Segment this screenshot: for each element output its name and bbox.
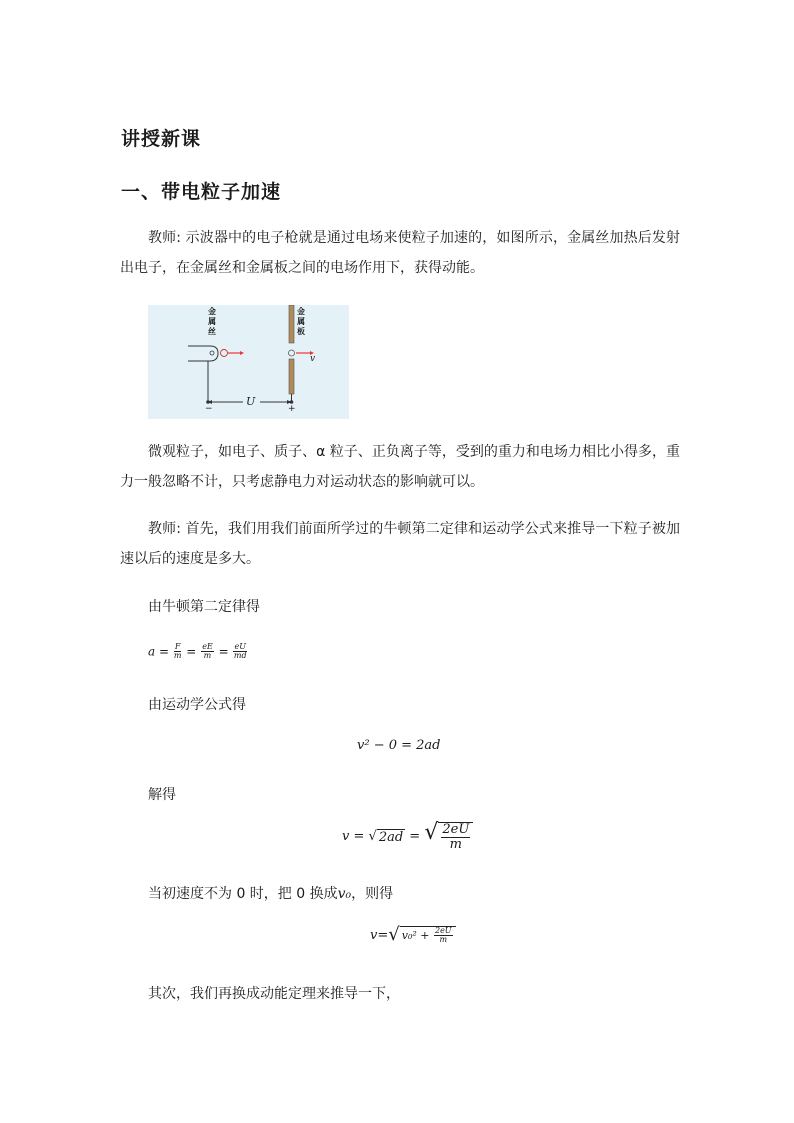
line-initial-b: ，则得 [351, 886, 394, 902]
eq3-sqrt-2ad [369, 829, 406, 845]
eq4-sqrt [388, 926, 455, 945]
eq1-md: md [233, 651, 247, 661]
eq1-a: a [148, 644, 156, 659]
line-solve: 解得 [148, 787, 176, 803]
plus-terminal: + [288, 404, 296, 414]
eq1-eU: eU [234, 642, 246, 651]
sqrt-symbol-eq4: √ [388, 924, 400, 945]
sqrt-symbol-large: √ [424, 820, 439, 845]
equation-velocity [342, 822, 473, 851]
section-title: 一、带电粒子加速 [121, 181, 282, 203]
eq1-frac-eU-md [233, 643, 246, 661]
paragraph-microparticles: 微观粒子，如电子、质子、α 粒子、正负离子等，受到的重力和电场力相比小得多，重力一般忽略不计，只考虑静电力对运动状态的影响就可以。 [120, 444, 680, 490]
voltage-label: U [246, 395, 256, 408]
eq1-eq: = [158, 644, 170, 659]
velocity-label: v [310, 354, 316, 364]
equation-velocity-initial [370, 926, 456, 945]
eq4-v0sq: v₀² + [401, 929, 433, 943]
plate-label: 金属板 [297, 307, 305, 336]
eq1-F: F [174, 642, 181, 651]
sqrt-symbol: √ [368, 828, 377, 844]
line-initial-velocity [148, 883, 393, 903]
eq4-lhs: v= [370, 927, 389, 943]
eq1-frac-F-m [174, 643, 182, 661]
line-initial-a: 当初速度不为 0 时，把 0 换成 [148, 886, 338, 902]
page-heading: 讲授新课 [121, 128, 202, 150]
eq1-eq3: = [218, 644, 229, 659]
eq3-num: 2eU [442, 822, 470, 837]
paragraph-intro: 教师: 示波器中的电子枪就是通过电场来使粒子加速的，如图所示，金属丝加热后发射出电子，在金属丝和金属板之间的电场作用下，获得动能。 [120, 230, 680, 276]
eq4-body [400, 926, 456, 945]
electron-gun-figure [148, 305, 349, 419]
eq3-frac [441, 823, 470, 851]
eq4-num: 2eU [434, 926, 452, 935]
wire-label: 金属丝 [208, 307, 216, 336]
line-next: 其次，我们再换成动能定理来推导一下， [148, 986, 400, 1002]
eq1-frac-eE-m [201, 643, 214, 661]
v0-symbol: v₀ [337, 886, 352, 902]
eq3-frac-body [438, 822, 473, 851]
eq3-den: m [449, 836, 462, 852]
line-newton: 由牛顿第二定律得 [148, 599, 260, 615]
eq1-eE: eE [202, 642, 213, 651]
eq4-frac [434, 927, 453, 945]
eq3-lhs: v = [342, 829, 369, 845]
equation-kinematic: v² − 0 = 2ad [357, 738, 441, 753]
eq3-eq: = [405, 829, 425, 845]
eq1-m1: m [173, 651, 182, 661]
equation-acceleration [148, 643, 248, 661]
eq4-den: m [439, 935, 448, 945]
line-kinematic: 由运动学公式得 [148, 697, 246, 713]
minus-terminal: − [205, 404, 213, 414]
eq1-eq2: = [186, 644, 197, 659]
eq3-2ad: 2ad [378, 829, 404, 845]
paragraph-newton-intro: 教师: 首先，我们用我们前面所学过的牛顿第二定律和运动学公式来推导一下粒子被加速以后的速度是多大。 [120, 521, 680, 567]
eq3-sqrt-frac [424, 822, 473, 851]
eq1-m2: m [203, 651, 212, 661]
